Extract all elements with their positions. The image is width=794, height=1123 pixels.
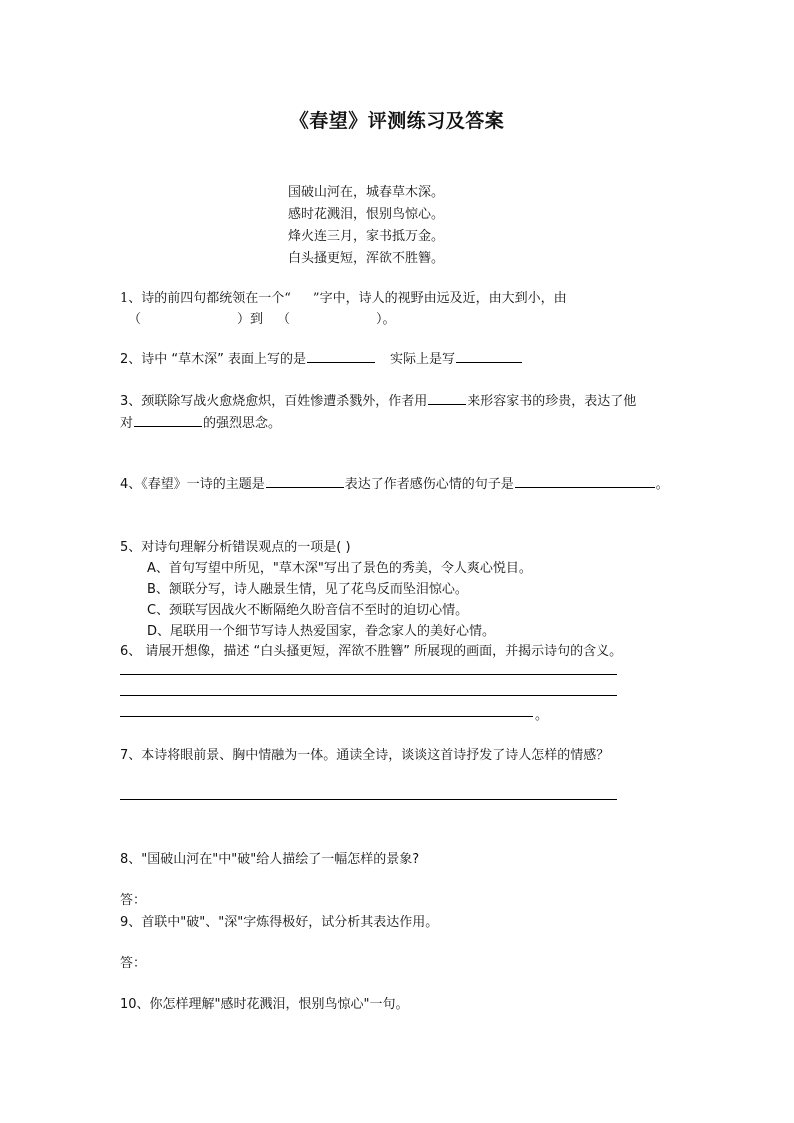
question-1-to: ）到 xyxy=(237,312,264,327)
question-4-blank-2[interactable] xyxy=(515,474,655,488)
question-1-paren-open-1: （ xyxy=(128,312,142,327)
question-6: 6、 请展开想像，描述 “白头搔更短，浑欲不胜簪” 所展现的画面，并揭示诗句的含义。 xyxy=(120,644,623,659)
question-2-text-b: 实际上是写 xyxy=(390,352,456,367)
question-1-text-a: 1、诗的前四句都统领在一个“ xyxy=(120,291,291,306)
question-8-answer-label: 答： xyxy=(120,893,147,908)
question-1-paren-close-2: ）。 xyxy=(376,312,396,327)
question-4-period: 。 xyxy=(655,477,669,492)
question-1-paren-open-2: （ xyxy=(277,312,291,327)
question-2-blank-1[interactable] xyxy=(307,349,375,363)
question-1-line-2 xyxy=(128,308,396,327)
question-4-text-a: 4、《春望》一诗的主题是 xyxy=(120,477,265,492)
poem-line-2: 感时花溅泪，恨别鸟惊心。 xyxy=(288,207,445,222)
question-6-answer-line-3[interactable] xyxy=(120,716,533,717)
question-3-text-d: 的强烈思念。 xyxy=(203,416,282,431)
question-5: 5、对诗句理解分析错误观点的一项是( ) xyxy=(120,540,351,555)
question-3 xyxy=(120,390,636,409)
question-3-blank-1[interactable] xyxy=(428,391,466,405)
question-6-answer-line-1[interactable] xyxy=(120,674,617,675)
question-7: 7、本诗将眼前景、胸中情融为一体。通读全诗，谈谈这首诗抒发了诗人怎样的情感？ xyxy=(120,748,610,763)
question-5-option-c[interactable]: C、颈联写因战火不断隔绝久盼音信不至时的迫切心情。 xyxy=(147,603,469,618)
question-10: 10、你怎样理解"感时花溅泪，恨别鸟惊心"一句。 xyxy=(120,997,409,1012)
question-9-answer-label: 答： xyxy=(120,956,147,971)
poem-line-4: 白头搔更短，浑欲不胜簪。 xyxy=(288,251,445,266)
question-5-option-a[interactable]: A、首句写望中所见，"草木深"写出了景色的秀美，令人爽心悦目。 xyxy=(147,561,532,576)
question-5-option-b[interactable]: B、颔联分写，诗人融景生情，见了花鸟反而坠泪惊心。 xyxy=(147,582,468,597)
question-4-text-b: 表达了作者感伤心情的句子是 xyxy=(344,477,514,492)
question-2-blank-2[interactable] xyxy=(456,349,522,363)
question-4-blank-1[interactable] xyxy=(266,474,344,488)
question-3-text-a: 3、颈联除写战火愈烧愈炽，百姓惨遭杀戮外，作者用 xyxy=(120,394,428,409)
question-4 xyxy=(120,473,669,492)
question-3-text-b: 来形容家书的珍贵，表达了他 xyxy=(467,394,637,409)
question-3-line-2 xyxy=(120,412,281,431)
question-2 xyxy=(120,348,523,367)
question-3-text-c: 对 xyxy=(120,416,134,431)
question-3-blank-2[interactable] xyxy=(134,413,202,427)
question-5-option-d[interactable]: D、尾联用一个细节写诗人热爱国家，眷念家人的美好心情。 xyxy=(147,624,496,639)
question-6-end-period: 。 xyxy=(535,708,549,723)
page-title: 《春望》评测练习及答案 xyxy=(289,110,505,132)
question-6-answer-line-2[interactable] xyxy=(120,695,617,696)
question-1 xyxy=(120,287,567,306)
question-2-text-a: 2、诗中 “草木深” 表面上写的是 xyxy=(120,352,307,367)
poem-line-3: 烽火连三月，家书抵万金。 xyxy=(288,229,445,244)
question-8: 8、"国破山河在"中"破"给人描绘了一幅怎样的景象? xyxy=(120,852,420,867)
question-7-answer-line[interactable] xyxy=(120,799,617,800)
question-9: 9、首联中"破"、"深"字炼得极好，试分析其表达作用。 xyxy=(120,915,439,930)
poem-line-1: 国破山河在，城春草木深。 xyxy=(288,185,445,200)
question-1-text-b: ”字中，诗人的视野由远及近，由大到小，由 xyxy=(312,291,567,306)
